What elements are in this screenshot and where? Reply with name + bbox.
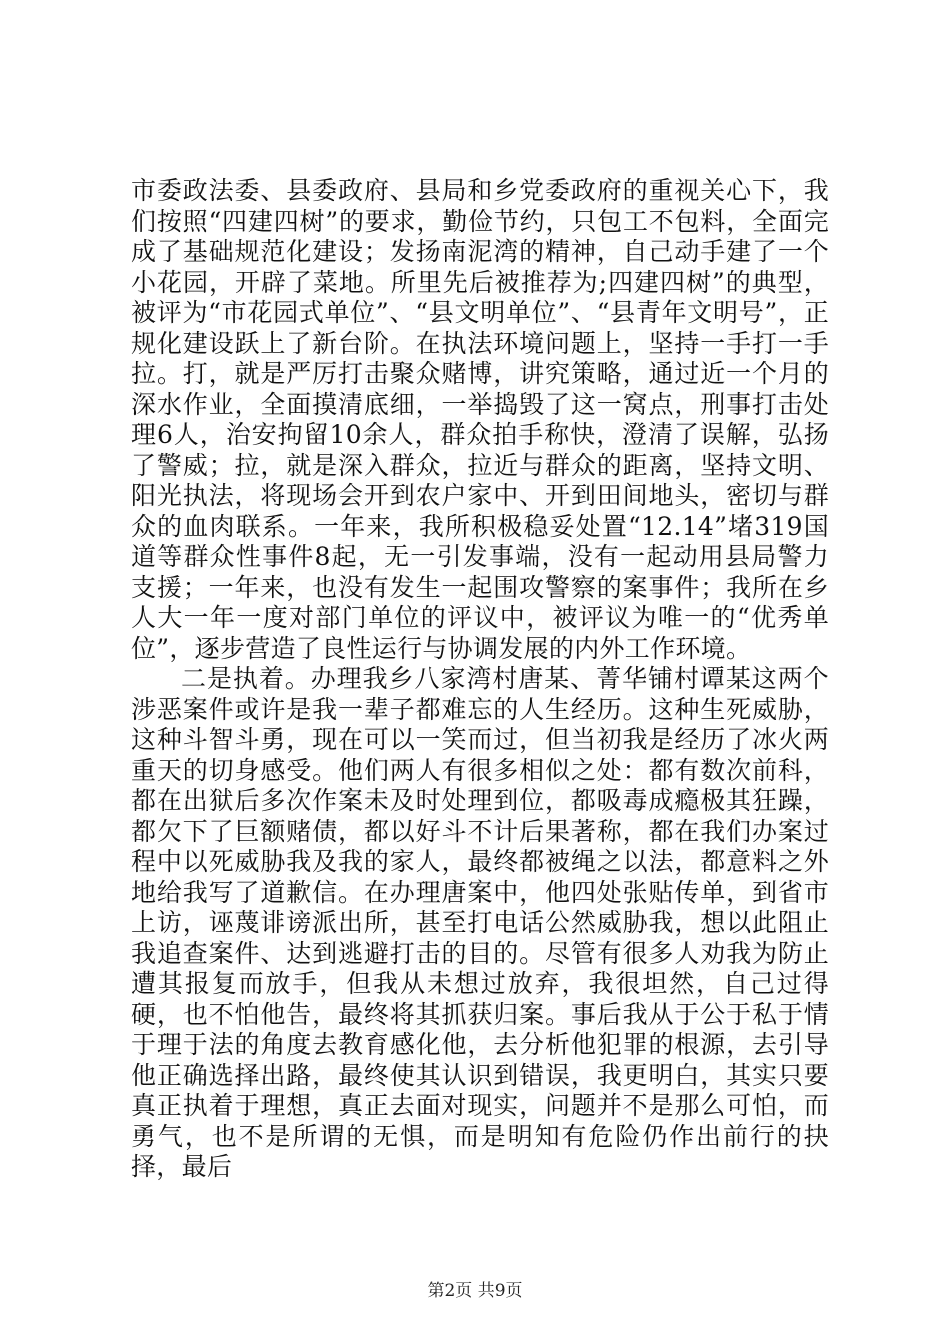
paragraph-persistence: 二是执着。办理我乡八家湾村唐某、菁华铺村谭某这两个涉恶案件或许是我一辈子都难忘的人生经历。这种生死威胁，这种斗智斗勇，现在可以一笑而过，但当初我是经历了冰火两重天的切身感受。他们两人有很多相似之处：都有数次前科，都在出狱后多次作案未及时处理到位，都吸毒成瘾极其狂躁，都欠下了巨额赌债，都以好斗不计后果著称，都在我们办案过程中以死威胁我及我的家人，最终都被绳之以法，都意料之外地给我写了道歉信。在办理唐案中，他四处张贴传单，到省市上访，诬蔑诽谤派出所，甚至打电话公然威胁我，想以此阻止我追查案件、达到逃避打击的目的。尽管有很多人劝我为防止遭其报复而放手，但我从未想过放弃，我很坦然，自己过得硬，也不怕他告，最终将其抓获归案。事后我从于公于私于情于理于法的角度去教育感化他，去分析他犯罪的根源，去引导他正确选择出路，最终使其认识到错误，我更明白，其实只要真正执着于理想，真正去面对现实，问题并不是那么可怕，而勇气，也不是所谓的无惧，而是明知有危险仍作出前行的抉择，最后 <box>131 664 829 1181</box>
page-number-footer: 第2页 共9页 <box>427 1281 523 1301</box>
paragraph-continuation: 市委政法委、县委政府、县局和乡党委政府的重视关心下，我们按照“四建四树”的要求，勤俭节约，只包工不包料，全面完成了基础规范化建设；发扬南泥湾的精神，自己动手建了一个小花园，开辟了菜地。所里先后被推荐为;四建四树”的典型，被评为“市花园式单位”、“县文明单位”、“县青年文明号”，正规化建设跃上了新台阶。在执法环境问题上，坚持一手打一手拉。打，就是严厉打击聚众赌博，讲究策略，通过近一个月的深水作业，全面摸清底细，一举捣毁了这一窝点，刑事打击处理6人，治安拘留10余人，群众拍手称快，澄清了误解，弘扬了警威；拉，就是深入群众，拉近与群众的距离，坚持文明、阳光执法，将现场会开到农户家中、开到田间地头，密切与群众的血肉联系。一年来，我所积极稳妥处置“12.14”堵319国道等群众性事件8起，无一引发事端，没有一起动用县局警力支援；一年来，也没有发生一起围攻警察的案事件；我所在乡人大一年一度对部门单位的评议中，被评议为唯一的“优秀单位”，逐步营造了良性运行与协调发展的内外工作环境。 <box>131 176 829 663</box>
document-body <box>131 176 829 1183</box>
